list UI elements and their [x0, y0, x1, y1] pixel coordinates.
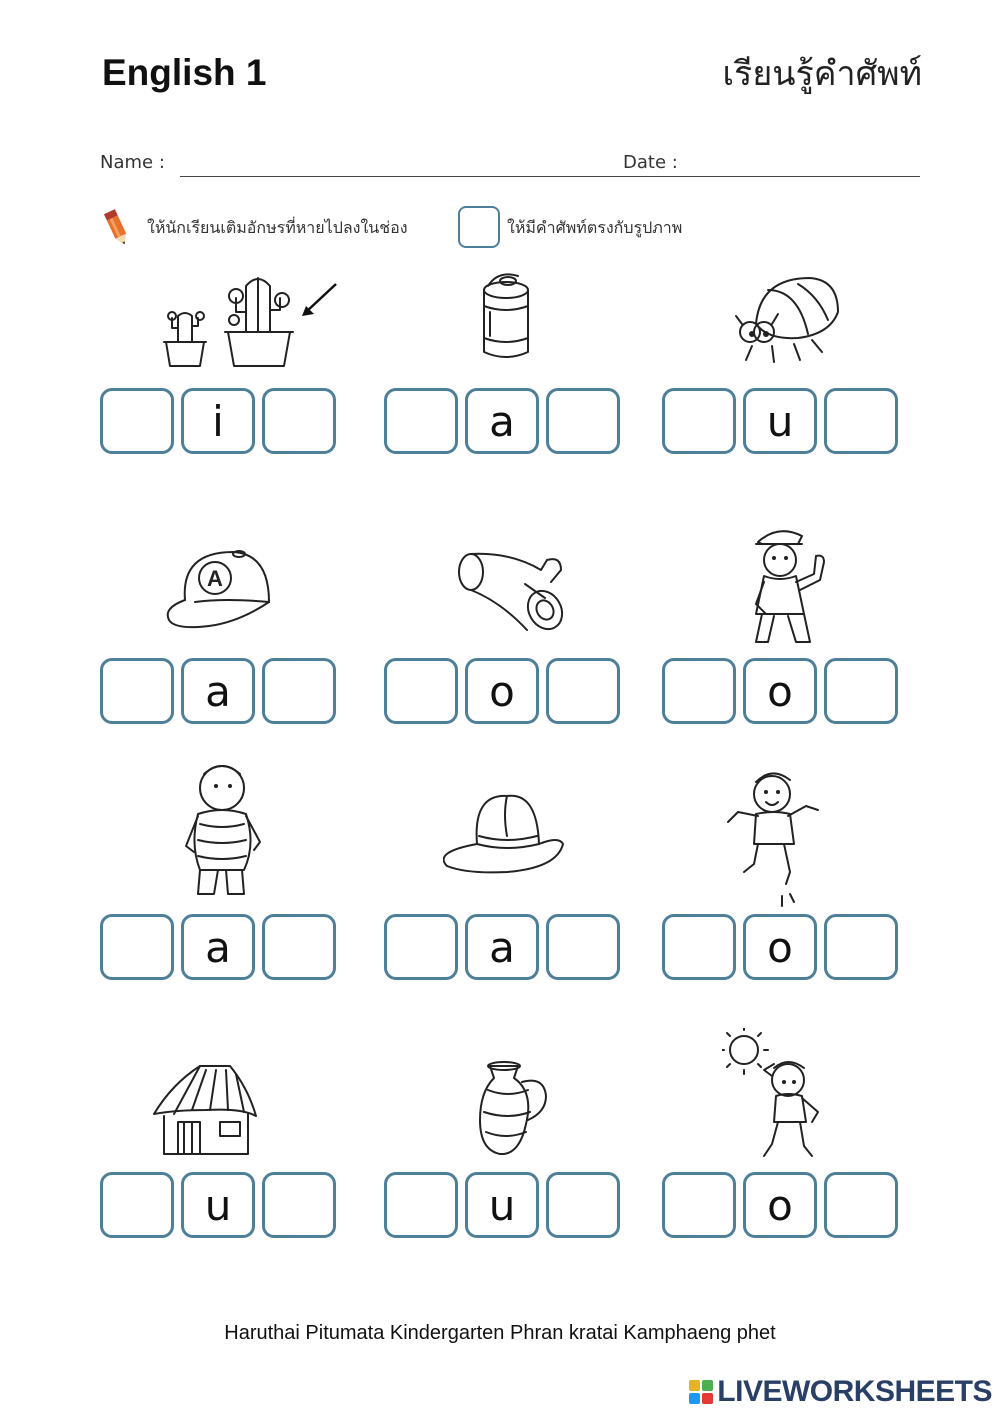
letter-input-box[interactable] [100, 388, 174, 454]
instruction-part-2: ให้มีคำศัพท์ตรงกับรูปภาพ [507, 218, 683, 237]
letter-input-box[interactable] [662, 388, 736, 454]
letter-input-box[interactable] [100, 914, 174, 980]
svg-text:A: A [207, 566, 223, 591]
given-letter-box: u [181, 1172, 255, 1238]
letter-input-box[interactable] [100, 1172, 174, 1238]
thai-title: เรียนรู้คำศัพท์ [722, 54, 922, 94]
letter-input-box[interactable] [824, 658, 898, 724]
log-picture [455, 548, 567, 634]
hat-picture [443, 790, 567, 874]
jug-picture [476, 1060, 548, 1158]
letter-input-box[interactable] [384, 388, 458, 454]
instructions [100, 204, 800, 248]
given-letter-box: u [465, 1172, 539, 1238]
given-letter-box: a [181, 914, 255, 980]
given-letter-box: a [181, 658, 255, 724]
letter-input-box[interactable] [100, 658, 174, 724]
cop-picture [740, 522, 834, 648]
tin-can-picture [478, 272, 534, 366]
hop-picture [724, 768, 822, 908]
letter-input-box[interactable] [384, 1172, 458, 1238]
given-letter-box: a [465, 388, 539, 454]
letter-input-box[interactable] [262, 914, 336, 980]
letter-input-box[interactable] [546, 388, 620, 454]
liveworksheets-brand[interactable] [689, 1374, 992, 1410]
given-letter-box: a [465, 914, 539, 980]
given-letter-box: u [743, 388, 817, 454]
date-field-line[interactable] [685, 176, 920, 177]
name-date-row [100, 150, 920, 180]
letter-input-box[interactable] [662, 914, 736, 980]
cap-picture [165, 548, 273, 632]
letter-input-box[interactable] [262, 388, 336, 454]
letter-input-box[interactable] [384, 914, 458, 980]
name-label: Name : [100, 152, 165, 173]
given-letter-box: o [465, 658, 539, 724]
bug-picture [732, 274, 840, 368]
given-letter-box: o [743, 658, 817, 724]
brand-name: LIVEWORKSHEETS [717, 1375, 992, 1408]
letter-input-box[interactable] [546, 1172, 620, 1238]
letter-input-box[interactable] [824, 1172, 898, 1238]
sample-box-icon [458, 206, 500, 248]
letter-input-box[interactable] [662, 658, 736, 724]
given-letter-box: o [743, 914, 817, 980]
hut-picture [150, 1060, 260, 1156]
letter-input-box[interactable] [546, 914, 620, 980]
fat-boy-picture [178, 762, 264, 902]
name-field-line[interactable] [180, 176, 717, 177]
footer-credit: Haruthai Pitumata Kindergarten Phran kratai Kamphaeng phet [224, 1322, 776, 1344]
pencil-icon [100, 208, 134, 248]
letter-input-box[interactable] [262, 1172, 336, 1238]
letter-input-box[interactable] [824, 388, 898, 454]
hot-picture [722, 1028, 826, 1164]
worksheet-title: English 1 [102, 52, 267, 93]
liveworksheets-logo-icon [689, 1380, 713, 1404]
letter-input-box[interactable] [546, 658, 620, 724]
letter-input-box[interactable] [384, 658, 458, 724]
given-letter-box: i [181, 388, 255, 454]
date-label: Date : [623, 152, 678, 173]
given-letter-box: o [743, 1172, 817, 1238]
cactus-picture [158, 270, 348, 370]
letter-input-box[interactable] [662, 1172, 736, 1238]
letter-input-box[interactable] [262, 658, 336, 724]
instruction-part-1: ให้นักเรียนเติมอักษรที่หายไปลงในช่อง [147, 218, 408, 237]
letter-input-box[interactable] [824, 914, 898, 980]
